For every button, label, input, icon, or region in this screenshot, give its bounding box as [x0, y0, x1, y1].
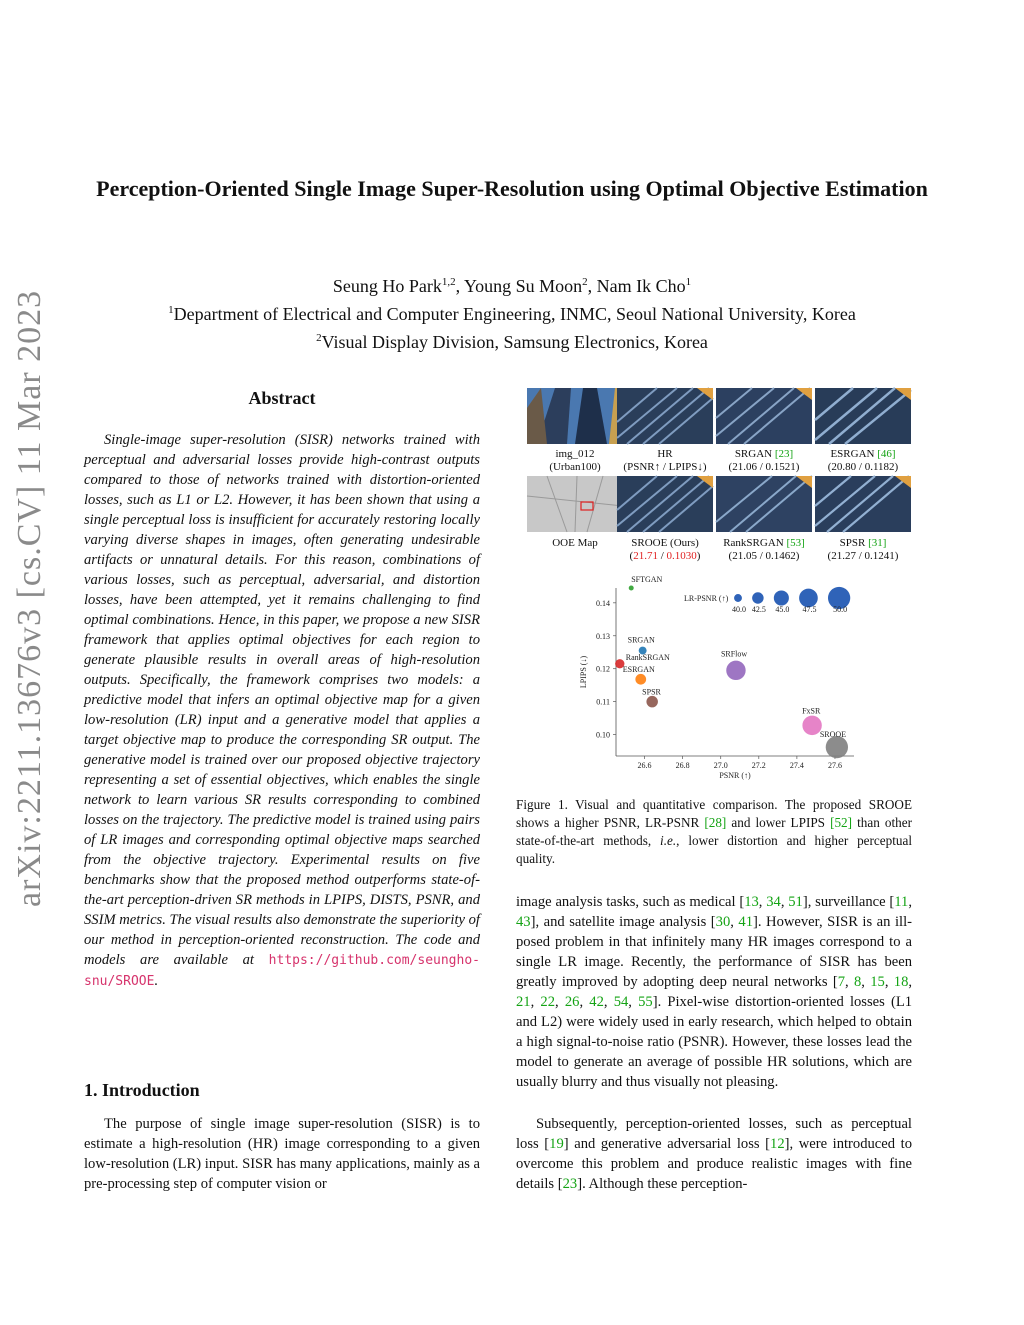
body-text: , — [628, 994, 639, 1010]
caption-line: (21.27 / 0.1241) — [827, 550, 899, 562]
citation-link[interactable]: 30 — [715, 914, 731, 930]
citation-link[interactable]: 15 — [870, 974, 885, 990]
author-name: Nam Ik Cho — [596, 276, 686, 296]
body-text: image analysis tasks, such as medical [ — [516, 894, 745, 910]
y-tick-label: 0.14 — [596, 598, 610, 608]
x-tick-label: 27.0 — [713, 761, 728, 770]
data-point-esrgan — [635, 674, 646, 685]
section-heading: 1. Introduction — [84, 1080, 200, 1100]
legend-size-label: 40.0 — [732, 605, 746, 614]
body-text: , — [530, 994, 541, 1010]
method-name: SPSR — [839, 537, 869, 549]
citation-link[interactable]: 21 — [516, 994, 531, 1010]
legend-size-label: 45.0 — [775, 605, 790, 614]
urban-photo-thumb — [527, 388, 623, 444]
citation-link[interactable]: [28] — [704, 815, 727, 830]
citation-link[interactable]: 43 — [516, 914, 531, 930]
author-block — [90, 270, 934, 354]
body-text: ]. However, SISR is an ill-posed problem in that infinitely many HR images correspond to a single LR image. Recently, the performance of SISR has been greatly improved by adopting deep neural networks [ — [516, 914, 912, 990]
citation-link[interactable]: 18 — [893, 974, 909, 990]
affil-text: Department of Electrical and Computer Engineering, INMC, Seoul National University, Korea — [173, 304, 856, 324]
citation-link[interactable]: [23] — [774, 448, 794, 460]
abstract-end: . — [154, 973, 159, 989]
body-text: , — [908, 894, 913, 910]
citation-link[interactable]: 11 — [894, 894, 909, 910]
data-point-sftgan — [629, 586, 634, 591]
citation-link[interactable]: [46] — [877, 448, 896, 460]
y-tick-label: 0.13 — [596, 631, 610, 641]
caption-text: i.e. — [660, 833, 677, 848]
body-text: , — [908, 974, 913, 990]
body-paragraph — [516, 1114, 912, 1194]
body-text: , — [730, 914, 739, 930]
thumb-caption — [813, 448, 913, 474]
caption-line — [714, 537, 814, 550]
thumb-caption — [525, 448, 625, 474]
caption-line — [813, 448, 913, 461]
point-label: SRGAN — [627, 635, 655, 645]
legend-size-marker — [734, 594, 742, 602]
psnr-lpips-scatter-chart — [576, 575, 866, 780]
abstract-heading: Abstract — [248, 388, 316, 408]
ooe-map-thumb — [527, 476, 623, 532]
paper-title: Perception-Oriented Single Image Super-Resolution using Optimal Objective Estimation — [96, 176, 928, 201]
affiliation-1 — [90, 298, 934, 326]
point-label: SRFlow — [720, 649, 748, 659]
data-point-spsr — [646, 696, 657, 707]
citation-link[interactable]: 7 — [837, 974, 845, 990]
srooe-crop-thumb — [617, 476, 713, 532]
legend-size-label: 50.0 — [833, 605, 848, 614]
caption-line: (Urban100) — [549, 461, 601, 473]
thumb-caption — [714, 448, 814, 474]
body-paragraph — [516, 892, 912, 1092]
x-tick-label: 27.4 — [789, 761, 804, 770]
y-axis-label: LPIPS (↓) — [579, 655, 588, 689]
legend-size-marker — [774, 590, 789, 605]
caption-text: and lower LPIPS — [726, 815, 831, 830]
author-sup: 1,2 — [441, 276, 456, 288]
code-link[interactable]: https://github.com/seungho-snu/SROOE — [84, 953, 480, 989]
body-text: , — [555, 994, 565, 1010]
x-axis-label: PSNR (↑) — [719, 771, 751, 780]
legend-size-label: 42.5 — [751, 605, 766, 614]
legend-size-marker — [752, 592, 763, 603]
citation-link[interactable]: 41 — [738, 914, 754, 930]
caption-line: img_012 — [555, 448, 595, 460]
affil-sup: 1 — [168, 304, 174, 316]
point-label: ESRGAN — [622, 665, 655, 675]
affiliation-2 — [90, 326, 934, 354]
point-label: RankSRGAN — [625, 652, 670, 662]
body-text: ], and satellite image analysis [ — [530, 914, 716, 930]
caption-line: SROOE (Ours) — [631, 537, 699, 549]
citation-link[interactable]: [31] — [868, 537, 887, 549]
ranksrgan-crop-thumb — [716, 476, 812, 532]
citation-link[interactable]: 55 — [638, 994, 653, 1010]
srgan-crop-thumb — [716, 388, 812, 444]
thumb-caption — [813, 537, 913, 563]
citation-link[interactable]: 51 — [788, 894, 803, 910]
thumb-caption — [615, 537, 715, 563]
method-name: RankSRGAN — [723, 537, 787, 549]
thumb-caption — [714, 537, 814, 563]
body-text: ]. Although these perception- — [577, 1176, 748, 1192]
citation-link[interactable]: [53] — [786, 537, 805, 549]
body-text: , — [844, 974, 854, 990]
method-name: ESRGAN — [830, 448, 878, 460]
spsr-crop-thumb — [815, 476, 911, 532]
affil-sup: 2 — [316, 332, 322, 344]
citation-link[interactable]: 54 — [613, 994, 629, 1010]
point-label: FxSR — [802, 706, 821, 716]
caption-text: , lower distortion and higher perceptual quality. — [516, 833, 912, 866]
legend-title: LR-PSNR (↑) — [684, 594, 729, 603]
citation-link[interactable]: 42 — [589, 994, 604, 1010]
body-text: , — [884, 974, 894, 990]
method-name: SRGAN — [734, 448, 775, 460]
thumb-caption — [615, 448, 715, 474]
caption-line: HR — [657, 448, 673, 460]
abstract-text: Single-image super-resolution (SISR) networks trained with perceptual and adversarial losses provide high-contrast outputs compared to those of networks trained with distortion-oriented losses, such as L1 or L2. However, it has been shown that using a single perceptual loss is insufficient for accurately restoring locally varying diverse shapes in images, often generating undesirable artifacts or unnatural details. For this reason, combinations of various losses, such as perceptual, adversarial, and distortion losses, have been attempted, yet it remains challenging to find optimal combinations. Hence, in this paper, we propose a new SISR framework that applies optimal objectives for each region to generate plausible results in overall areas of high-resolution outputs. Specifically, the framework comprises two models: a predictive model that infers an optimal objective map for a given low-resolution (LR) input and a generative model that applies a target objective map to produce the corresponding SR output. The generative model is trained over our proposed objective trajectory representing a set of essential objectives, which enables the single network to learn various SR results corresponding to combined losses on the trajectory. The predictive model is trained using pairs of LR images and corresponding optimal objective maps searched from the objective trajectory. Experimental results on five benchmarks show that the proposed method outperforms state-of-the-art perception-driven SR methods in LPIPS, DISTS, PSNR, and SSIM metrics. The visual results also demonstrate the superiority of our method in perception-oriented reconstruction. The code and models are available at — [84, 432, 480, 968]
citation-link[interactable]: 13 — [744, 894, 759, 910]
figure-caption — [516, 796, 912, 868]
caption-line: OOE Map — [552, 537, 598, 549]
x-tick-label: 27.6 — [827, 761, 842, 770]
body-text: ]. Pixel-wise distortion-oriented losses (L1 and L2) were widely used in early research, which helped to obtain a high signal-to-noise ratio (PSNR). However, these losses lead the model to generate an average of possible HR solutions, which are usually blurry and thus visually not pleasing. — [516, 994, 913, 1090]
author-name: Seung Ho Park — [332, 276, 442, 296]
psnr-value: 21.71 — [633, 550, 658, 562]
body-text: , — [780, 894, 789, 910]
lpips-value: 0.1030 — [666, 550, 697, 562]
citation-link[interactable]: 23 — [562, 1176, 578, 1192]
author-sup: 1 — [685, 276, 692, 288]
caption-line: (21.06 / 0.1521) — [728, 461, 800, 473]
citation-link[interactable]: 19 — [549, 1136, 564, 1152]
hr-crop-thumb — [617, 388, 713, 444]
citation-link[interactable]: 22 — [540, 994, 556, 1010]
citation-link[interactable]: 26 — [564, 994, 580, 1010]
citation-link[interactable]: [52] — [830, 815, 853, 830]
legend-size-label: 47.5 — [802, 605, 817, 614]
value-separator: / — [657, 550, 667, 562]
caption-line — [714, 448, 814, 461]
body-text: , — [579, 994, 590, 1010]
caption-line: (21.05 / 0.1462) — [728, 550, 800, 562]
caption-line: (20.80 / 0.1182) — [827, 461, 899, 473]
esrgan-crop-thumb — [815, 388, 911, 444]
body-text: ], were introduced to overcome this problem and produce realistic images with fine details [ — [516, 1136, 913, 1192]
citation-link[interactable]: 34 — [766, 894, 781, 910]
y-tick-label: 0.10 — [596, 730, 610, 740]
data-point-srflow — [726, 661, 745, 680]
body-text: ] and generative adversarial loss [ — [563, 1136, 771, 1152]
body-text: , — [758, 894, 767, 910]
affil-text: Visual Display Division, Samsung Electronics, Korea — [321, 332, 708, 352]
citation-link[interactable]: 8 — [853, 974, 862, 990]
point-label: SROOE — [819, 730, 847, 740]
body-text: , — [861, 974, 871, 990]
caption-line: (21.71 / 0.1030) — [629, 550, 701, 562]
y-tick-label: 0.11 — [596, 697, 610, 707]
author-sup: 2 — [582, 276, 588, 288]
caption-text: than other state-of-the-art methods, — [516, 815, 912, 848]
point-label: SPSR — [642, 687, 661, 697]
x-tick-label: 26.8 — [675, 761, 690, 770]
caption-text: Figure 1. Visual and quantitative comparison. The proposed SROOE shows a higher PSNR, LR-PSNR — [516, 797, 912, 830]
data-point-srooe — [826, 736, 848, 758]
body-text: Subsequently, perception-oriented losses, such as perceptual loss [ — [516, 1116, 912, 1152]
intro-paragraph: The purpose of single image super-resolution (SISR) is to estimate a high-resolution (HR) image corresponding to a given low-resolution (LR) input. SISR has many applications, mainly as a pre-processing step of computer vision or — [84, 1116, 481, 1192]
point-label: SFTGAN — [631, 575, 663, 584]
body-text: , — [603, 994, 614, 1010]
caption-line — [813, 537, 913, 550]
body-text: ], surveillance [ — [802, 894, 895, 910]
y-tick-label: 0.12 — [596, 664, 610, 674]
x-tick-label: 27.2 — [751, 761, 766, 770]
citation-link[interactable]: 12 — [770, 1136, 785, 1152]
caption-line: (PSNR↑ / LPIPS↓) — [623, 461, 707, 473]
x-tick-label: 26.6 — [637, 761, 652, 770]
arxiv-identifier: arXiv:2211.13676v3 [cs.CV] 11 Mar 2023 — [11, 289, 48, 907]
abstract-body — [84, 430, 480, 992]
author-name: Young Su Moon — [463, 276, 583, 296]
author-line: Seung Ho Park$^{1,2}$, Young Su Moon$^2$, Nam Ik Cho$^1$ — [332, 276, 692, 296]
